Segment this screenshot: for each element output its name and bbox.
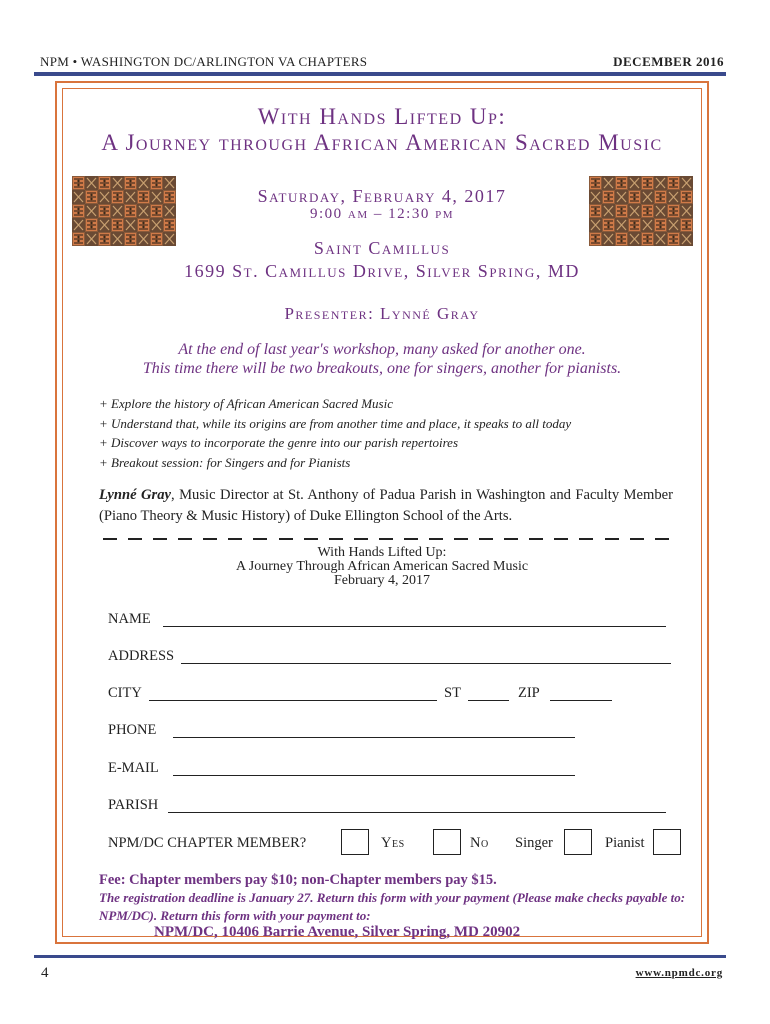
page-number: 4 [41, 965, 49, 981]
presenter-bio-text: , Music Director at St. Anthony of Padua Parish in Washington and Faculty Member (Piano Theory & Music History) of Duke Ellington School of the Arts. [99, 487, 673, 524]
parish-label: PARISH [108, 797, 159, 813]
cut-line-divider [103, 526, 669, 542]
state-field[interactable] [468, 700, 509, 701]
event-title-line2: A Journey through African American Sacred Music [101, 130, 663, 155]
registration-deadline-info: The registration deadline is January 27. Return this form with your payment (Please make checks payable to: NPM/DC). Return this form with your payment to: [99, 890, 686, 923]
list-item: + Discover ways to incorporate the genre into our parish repertoires [99, 435, 459, 450]
address-field[interactable] [181, 663, 671, 664]
state-label: ST [444, 685, 461, 701]
member-no-label: No [470, 835, 489, 851]
name-field[interactable] [163, 626, 666, 627]
phone-field[interactable] [173, 737, 575, 738]
event-venue: Saint Camillus [313, 238, 451, 258]
name-label: NAME [108, 611, 151, 627]
pianist-checkbox[interactable] [653, 829, 681, 855]
list-item: + Breakout session: for Singers and for Pianists [99, 454, 351, 470]
presenter-bio [99, 485, 673, 527]
city-field[interactable] [149, 700, 437, 701]
header-date: DECEMBER 2016 [613, 54, 724, 69]
phone-label: PHONE [108, 722, 157, 738]
event-intro-line1: At the end of last year's workshop, many asked for another one. [178, 341, 586, 358]
event-title-line1: With Hands Lifted Up: [257, 104, 507, 129]
presenter-bio-name: Lynné Gray [99, 487, 171, 503]
member-yes-checkbox[interactable] [341, 829, 369, 855]
zip-label: ZIP [518, 685, 540, 701]
event-intro-line2: This time there will be two breakouts, one for singers, another for pianists. [142, 360, 622, 377]
email-label: E-MAIL [108, 760, 159, 776]
event-time: 9:00 am – 12:30 pm [310, 206, 454, 222]
footer-rule [34, 955, 726, 958]
address-label: ADDRESS [108, 648, 175, 664]
member-yes-label: Yes [381, 835, 405, 851]
event-address: 1699 St. Camillus Drive, Silver Spring, MD [184, 261, 580, 281]
form-title-line1: With Hands Lifted Up: [317, 545, 447, 560]
website-link[interactable]: www.npmdc.org [635, 967, 723, 979]
email-field[interactable] [173, 775, 575, 776]
mailing-address: NPM/DC, 10406 Barrie Avenue, Silver Spring, MD 20902 [154, 924, 521, 940]
topic-list [99, 394, 571, 472]
member-question-label: NPM/DC CHAPTER MEMBER? [108, 835, 307, 851]
city-label: CITY [108, 685, 142, 701]
member-no-checkbox[interactable] [433, 829, 461, 855]
form-title-line3: February 4, 2017 [333, 573, 431, 588]
pianist-label: Pianist [605, 835, 645, 851]
list-item: + Explore the history of African American Sacred Music [99, 396, 393, 411]
zip-field[interactable] [550, 700, 612, 701]
header-publication: NPM • WASHINGTON DC/ARLINGTON VA CHAPTERS [40, 54, 368, 69]
event-date: Saturday, February 4, 2017 [257, 186, 507, 206]
event-presenter: Presenter: Lynné Gray [284, 304, 480, 323]
singer-checkbox[interactable] [564, 829, 592, 855]
form-title-line2: A Journey Through African American Sacred Music [235, 559, 529, 574]
list-item: + Understand that, while its origins are from another time and place, it speaks to all today [99, 415, 572, 431]
header-rule [34, 72, 726, 76]
singer-label: Singer [515, 835, 553, 851]
parish-field[interactable] [168, 812, 666, 813]
fee-info: Fee: Chapter members pay $10; non-Chapter members pay $15. [99, 872, 497, 888]
